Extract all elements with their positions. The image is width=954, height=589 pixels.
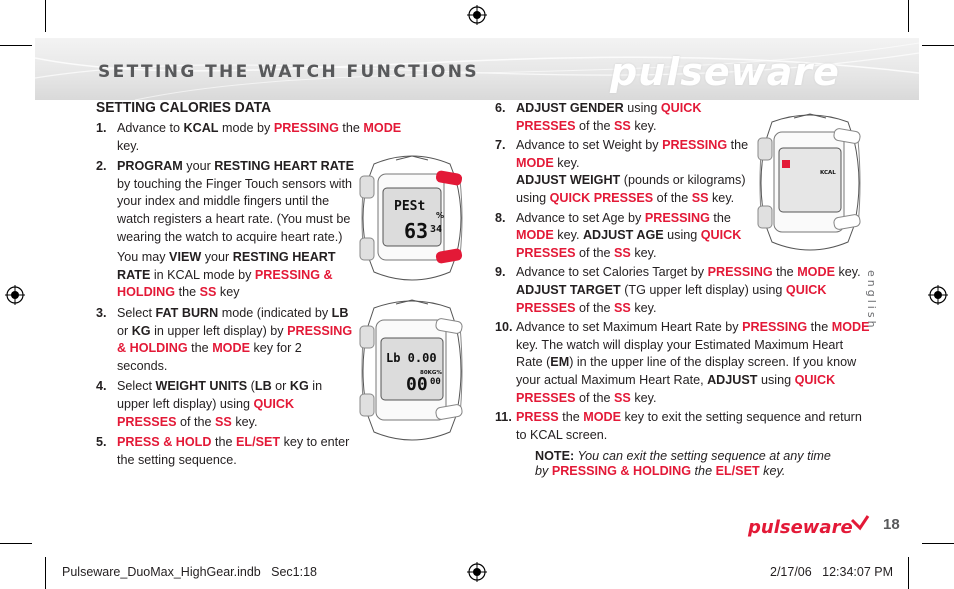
brand-swoosh-icon <box>850 514 870 532</box>
slug-timestamp: 2/17/06 12:34:07 PM <box>770 565 894 579</box>
crop-mark <box>908 557 909 589</box>
crop-mark <box>0 45 32 46</box>
registration-mark-icon <box>5 285 25 305</box>
svg-text:00: 00 <box>406 374 428 395</box>
list-item: 1. Advance to KCAL mode by PRESSING the MODE key. <box>96 121 402 153</box>
crop-mark <box>45 0 46 32</box>
slug-file-info: Pulseware_DuoMax_HighGear.indb Sec1:18 <box>62 565 318 579</box>
registration-mark-icon <box>467 5 487 25</box>
page-title: SETTING THE WATCH FUNCTIONS <box>98 62 480 82</box>
list-item: 11. PRESS the MODE key to exit the setting sequence and return to KCAL screen. <box>495 410 862 442</box>
section-title: SETTING CALORIES DATA <box>96 99 272 116</box>
svg-text:80KG%: 80KG% <box>420 370 442 376</box>
list-item: 10. Advance to set Maximum Heart Rate by PRESSING the MODE key. The watch will display your Estimated Maximum Heart Rate (EM) in the upper line of the display screen. If you know your actual Maximum Heart Rate, ADJUST using QUICK PRESSES of the SS key. <box>495 320 870 405</box>
list-item-sub: ADJUST WEIGHT (pounds or kilograms) using QUICK PRESSES of the SS key. <box>516 173 746 205</box>
list-item: 6. ADJUST GENDER using QUICK PRESSES of the SS key. <box>495 101 702 133</box>
note: NOTE: You can exit the setting sequence at any time by PRESSING & HOLDING the EL/SET key. <box>535 449 831 479</box>
page-number: 18 <box>883 516 900 533</box>
crop-mark <box>922 543 954 544</box>
list-item: 4. Select WEIGHT UNITS (LB or KG in upper left display) using QUICK PRESSES of the SS key. <box>96 379 323 429</box>
list-item: 2. PROGRAM your RESTING HEART RATE by touching the Finger Touch sensors with your index and middle fingers until the watch registers a heart rate. (You must be wearing the watch to acquire heart rate.) <box>96 159 354 244</box>
svg-text:34: 34 <box>430 224 443 235</box>
registration-mark-icon <box>928 285 948 305</box>
svg-text:%: % <box>436 211 445 220</box>
registration-mark-icon <box>467 562 487 582</box>
watch-illustration-resting <box>356 152 468 284</box>
crop-mark <box>0 543 32 544</box>
svg-text:PESt: PESt <box>394 199 426 214</box>
svg-text:63: 63 <box>404 219 429 243</box>
svg-text:00: 00 <box>430 377 441 387</box>
crop-mark <box>908 0 909 32</box>
left-column <box>96 120 402 469</box>
watch-illustration-kcal <box>754 112 866 254</box>
brand-logo: pulseware <box>610 50 840 94</box>
footer-brand-logo: pulseware <box>748 517 853 538</box>
list-item: 5. PRESS & HOLD the EL/SET key to enter the setting sequence. <box>96 435 350 467</box>
list-item: 7. Advance to set Weight by PRESSING the MODE key. <box>495 138 749 170</box>
list-item: 8. Advance to set Age by PRESSING the MODE key. ADJUST AGE using QUICK PRESSES of the SS key. <box>495 210 742 260</box>
language-label: english <box>865 270 878 331</box>
list-item: 9. Advance to set Calories Target by PRESSING the MODE key. ADJUST TARGET (TG upper left display) using QUICK PRESSES of the SS key. <box>495 265 861 315</box>
list-item: 3. Select FAT BURN mode (indicated by LB or KG in upper left display) by PRESSING & HOLDING the MODE key for 2 seconds. <box>96 305 353 373</box>
crop-mark <box>922 45 954 46</box>
crop-mark <box>45 557 46 589</box>
list-item-sub: You may VIEW your RESTING HEART RATE in KCAL mode by PRESSING & HOLDING the SS key <box>117 250 336 300</box>
svg-text:KCAL: KCAL <box>820 170 836 176</box>
watch-illustration-weight <box>356 298 468 444</box>
svg-text:Lb 0.00: Lb 0.00 <box>386 351 437 365</box>
